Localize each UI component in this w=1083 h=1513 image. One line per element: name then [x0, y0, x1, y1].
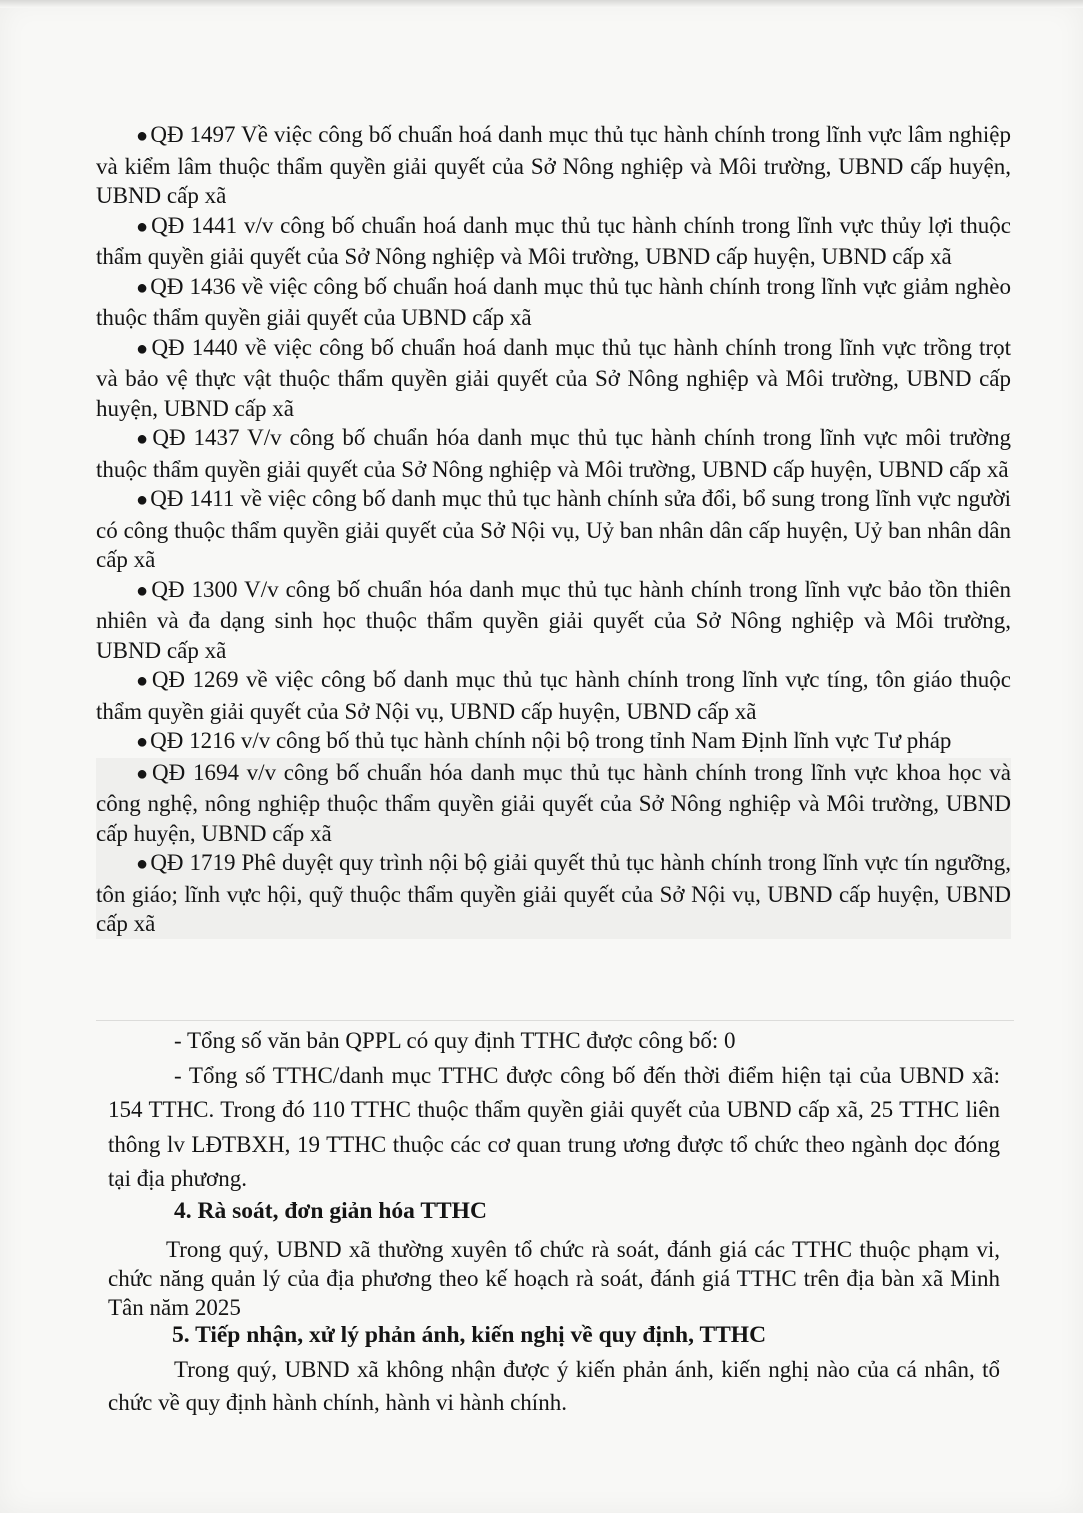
tthc-summary: [108, 1024, 1000, 1197]
section-body: Trong quý, UBND xã không nhận được ý kiến phản ánh, kiến nghị nào của cá nhân, tổ chức về quy định hành chính, hành vi hành chính.: [108, 1357, 1000, 1415]
decision-text: QĐ 1497 Về việc công bố chuẩn hoá danh mục thủ tục hành chính trong lĩnh vực lâm nghiệp và kiểm lâm thuộc thẩm quyền giải quyết của Sở Nông nghiệp và Môi trường, UBND cấp huyện, UBND cấp xã: [96, 122, 1011, 208]
decision-text: QĐ 1269 về việc công bố danh mục thủ tục hành chính trong lĩnh vực tíng, tôn giáo thuộc thẩm quyền giải quyết của Sở Nội vụ, UBND cấp huyện, UBND cấp xã: [96, 667, 1011, 724]
decision-item: [96, 848, 1011, 939]
decision-item: [96, 120, 1011, 211]
decision-text: QĐ 1694 v/v công bố chuẩn hóa danh mục thủ tục hành chính trong lĩnh vực khoa học và công nghệ, nông nghiệp thuộc thẩm quyền giải quyết của Sở Nông nghiệp và Môi trường, UBND cấp huyện, UBND cấp xã: [96, 759, 1011, 846]
decision-text: QĐ 1216 v/v công bố thủ tục hành chính nội bộ trong tỉnh Nam Định lĩnh vực Tư pháp: [150, 728, 952, 753]
decision-text: QĐ 1411 về việc công bố danh mục thủ tục hành chính sửa đổi, bổ sung trong lĩnh vực người có công thuộc thẩm quyền giải quyết của Sở Nội vụ, Uỷ ban nhân dân cấp huyện, Uỷ ban nhân dân cấp xã: [96, 486, 1011, 572]
bullet-icon: ●: [136, 762, 151, 785]
bullet-icon: ●: [136, 215, 150, 238]
page-top-edge: [0, 0, 1083, 8]
decision-text: QĐ 1440 về việc công bố chuẩn hoá danh mục thủ tục hành chính trong lĩnh vực trồng trọt và bảo vệ thực vật thuộc thẩm quyền giải quyết của Sở Nông nghiệp và Môi trường, UBND cấp huyện, UBND cấp xã: [96, 334, 1011, 421]
bullet-icon: ●: [136, 579, 150, 602]
decision-item: [96, 575, 1011, 666]
bullet-icon: ●: [136, 125, 149, 147]
tthc-total-count: - Tổng số TTHC/danh mục TTHC được công bố đến thời điểm hiện tại của UBND xã: 154 TTHC. Trong đó 110 TTHC thuộc thẩm quyền giải quyết của UBND cấp xã, 25 TTHC liên thông lv LĐTBXH, 19 TTHC thuộc các cơ quan trung ương được tổ chức theo ngành dọc đóng tại địa phương.: [108, 1062, 1000, 1191]
section-body: Trong quý, UBND xã thường xuyên tổ chức rà soát, đánh giá các TTHC thuộc phạm vi, chức năng quản lý của địa phương theo kế hoạch rà soát, đánh giá TTHC trên địa bàn xã Minh Tân năm 2025: [108, 1237, 1000, 1320]
decision-item: [96, 211, 1011, 272]
decision-item: [96, 726, 1011, 758]
bullet-icon: ●: [136, 670, 150, 692]
section-feedback-handling: [108, 1320, 1000, 1419]
bullet-icon: ●: [136, 337, 150, 360]
bullet-icon: ●: [136, 853, 149, 875]
decision-text: QĐ 1300 V/v công bố chuẩn hóa danh mục thủ tục hành chính trong lĩnh vực bảo tồn thiên nhiên và đa dạng sinh học thuộc thẩm quyền giải quyết của Sở Nông nghiệp và Môi trường, UBND cấp xã: [96, 576, 1011, 663]
decision-item: [96, 272, 1011, 333]
decision-item: [96, 665, 1011, 726]
section-divider: [96, 1020, 1014, 1021]
legal-docs-count: - Tổng số văn bản QPPL có quy định TTHC được công bố: 0: [174, 1028, 736, 1053]
decision-text: QĐ 1719 Phê duyệt quy trình nội bộ giải quyết thủ tục hành chính trong lĩnh vực tín ngưỡng, tôn giáo; lĩnh vực hội, quỹ thuộc thẩm quyền giải quyết của Sở Nội vụ, UBND cấp huyện, UBND cấp xã: [96, 850, 1011, 936]
bullet-icon: ●: [136, 731, 149, 753]
decision-text: QĐ 1436 về việc công bố chuẩn hoá danh mục thủ tục hành chính trong lĩnh vực giảm nghèo thuộc thẩm quyền giải quyết của UBND cấp xã: [96, 273, 1011, 330]
decision-item: [96, 333, 1011, 424]
bullet-icon: ●: [136, 428, 151, 450]
bullet-icon: ●: [136, 276, 149, 299]
decision-item: [96, 758, 1011, 849]
bullet-icon: ●: [136, 489, 149, 511]
section-review-simplification: [108, 1196, 1000, 1322]
decision-item: [96, 423, 1011, 484]
decision-text: QĐ 1441 v/v công bố chuẩn hoá danh mục thủ tục hành chính trong lĩnh vực thủy lợi thuộc thẩm quyền giải quyết của Sở Nông nghiệp và Môi trường, UBND cấp huyện, UBND cấp xã: [96, 212, 1011, 269]
decision-text: QĐ 1437 V/v công bố chuẩn hóa danh mục thủ tục hành chính trong lĩnh vực môi trường thuộc thẩm quyền giải quyết của Sở Nông nghiệp và Môi trường, UBND cấp huyện, UBND cấp xã: [96, 425, 1011, 482]
decision-item: [96, 484, 1011, 575]
decision-list: [96, 120, 1011, 939]
section-heading: 4. Rà soát, đơn giản hóa TTHC: [174, 1198, 487, 1224]
section-heading: 5. Tiếp nhận, xử lý phản ánh, kiến nghị về quy định, TTHC: [172, 1322, 767, 1348]
